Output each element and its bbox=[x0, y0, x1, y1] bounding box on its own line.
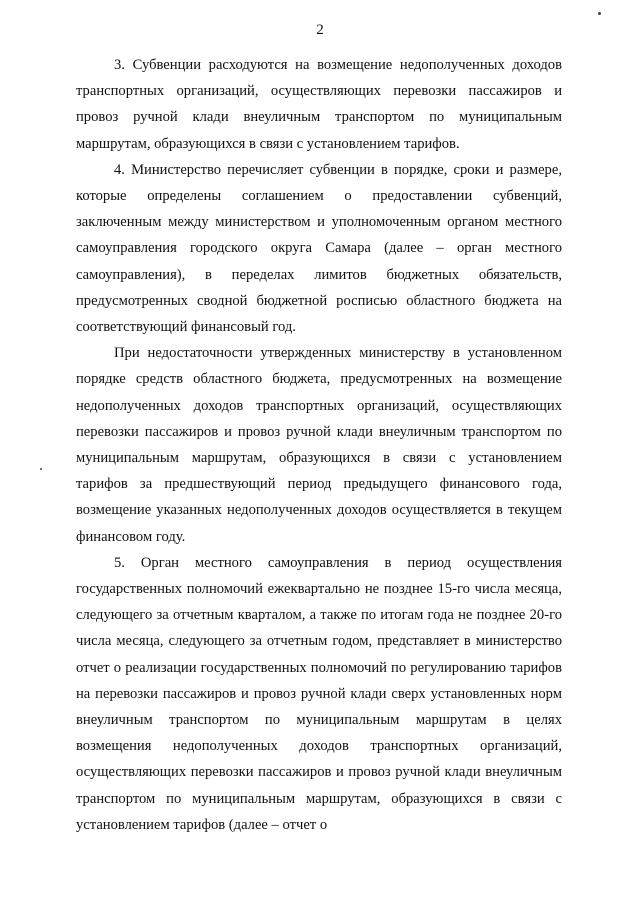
page-number: 2 bbox=[316, 22, 324, 38]
paragraph-4: 4. Министерство перечисляет субвенции в порядке, сроки и размере, которые определены соглашением о предоставлении субвенций, заключенным между министерством и уполномоченным органом местного самоуправления городского округа Самара (далее – орган местного самоуправления), в переделах лимитов бюджетных обязательств, предусмотренных сводной бюджетной росписью областного бюджета на соответствующий финансовый год. bbox=[76, 161, 562, 336]
scan-speck bbox=[598, 12, 601, 15]
paragraph-5: 5. Орган местного самоуправления в период осуществления государственных полномочий ежеквартально не позднее 15-го числа месяца, следующего за отчетным кварталом, а также по итогам года не позднее 20-го числа месяца, следующего за отчетным годом, представляет в министерство отчет о реализации государственных полномочий по регулированию тарифов на перевозки пассажиров и провоз ручной клади сверх установленных норм внеуличным транспортом по муниципальным маршрутам в целях возмещения недополученных доходов транспортных организаций, осуществляющих перевозки пассажиров и провоз ручной клади внеуличным транспортом по муниципальным маршрутам, образующихся в связи с установлением тарифов (далее – отчет о bbox=[76, 554, 562, 833]
paragraph-3: 3. Субвенции расходуются на возмещение недополученных доходов транспортных организаций, осуществляющих перевозки пассажиров и провоз ручной клади внеуличным транспортом по муниципальным маршрутам, образующихся в связи с установлением тарифов. bbox=[76, 57, 562, 152]
document-body bbox=[76, 52, 562, 838]
scan-speck bbox=[40, 468, 42, 470]
paragraph-insufficiency: При недостаточности утвержденных министерству в установленном порядке средств областного бюджета, предусмотренных на возмещение недополученных доходов транспортных организаций, осуществляющих перевозки пассажиров и провоз ручной клади внеуличным транспортом по муниципальным маршрутам, образующихся в связи с установлением тарифов за предшествующий период предыдущего финансового года, возмещение указанных недополученных доходов осуществляется в текущем финансовом году. bbox=[76, 345, 562, 545]
